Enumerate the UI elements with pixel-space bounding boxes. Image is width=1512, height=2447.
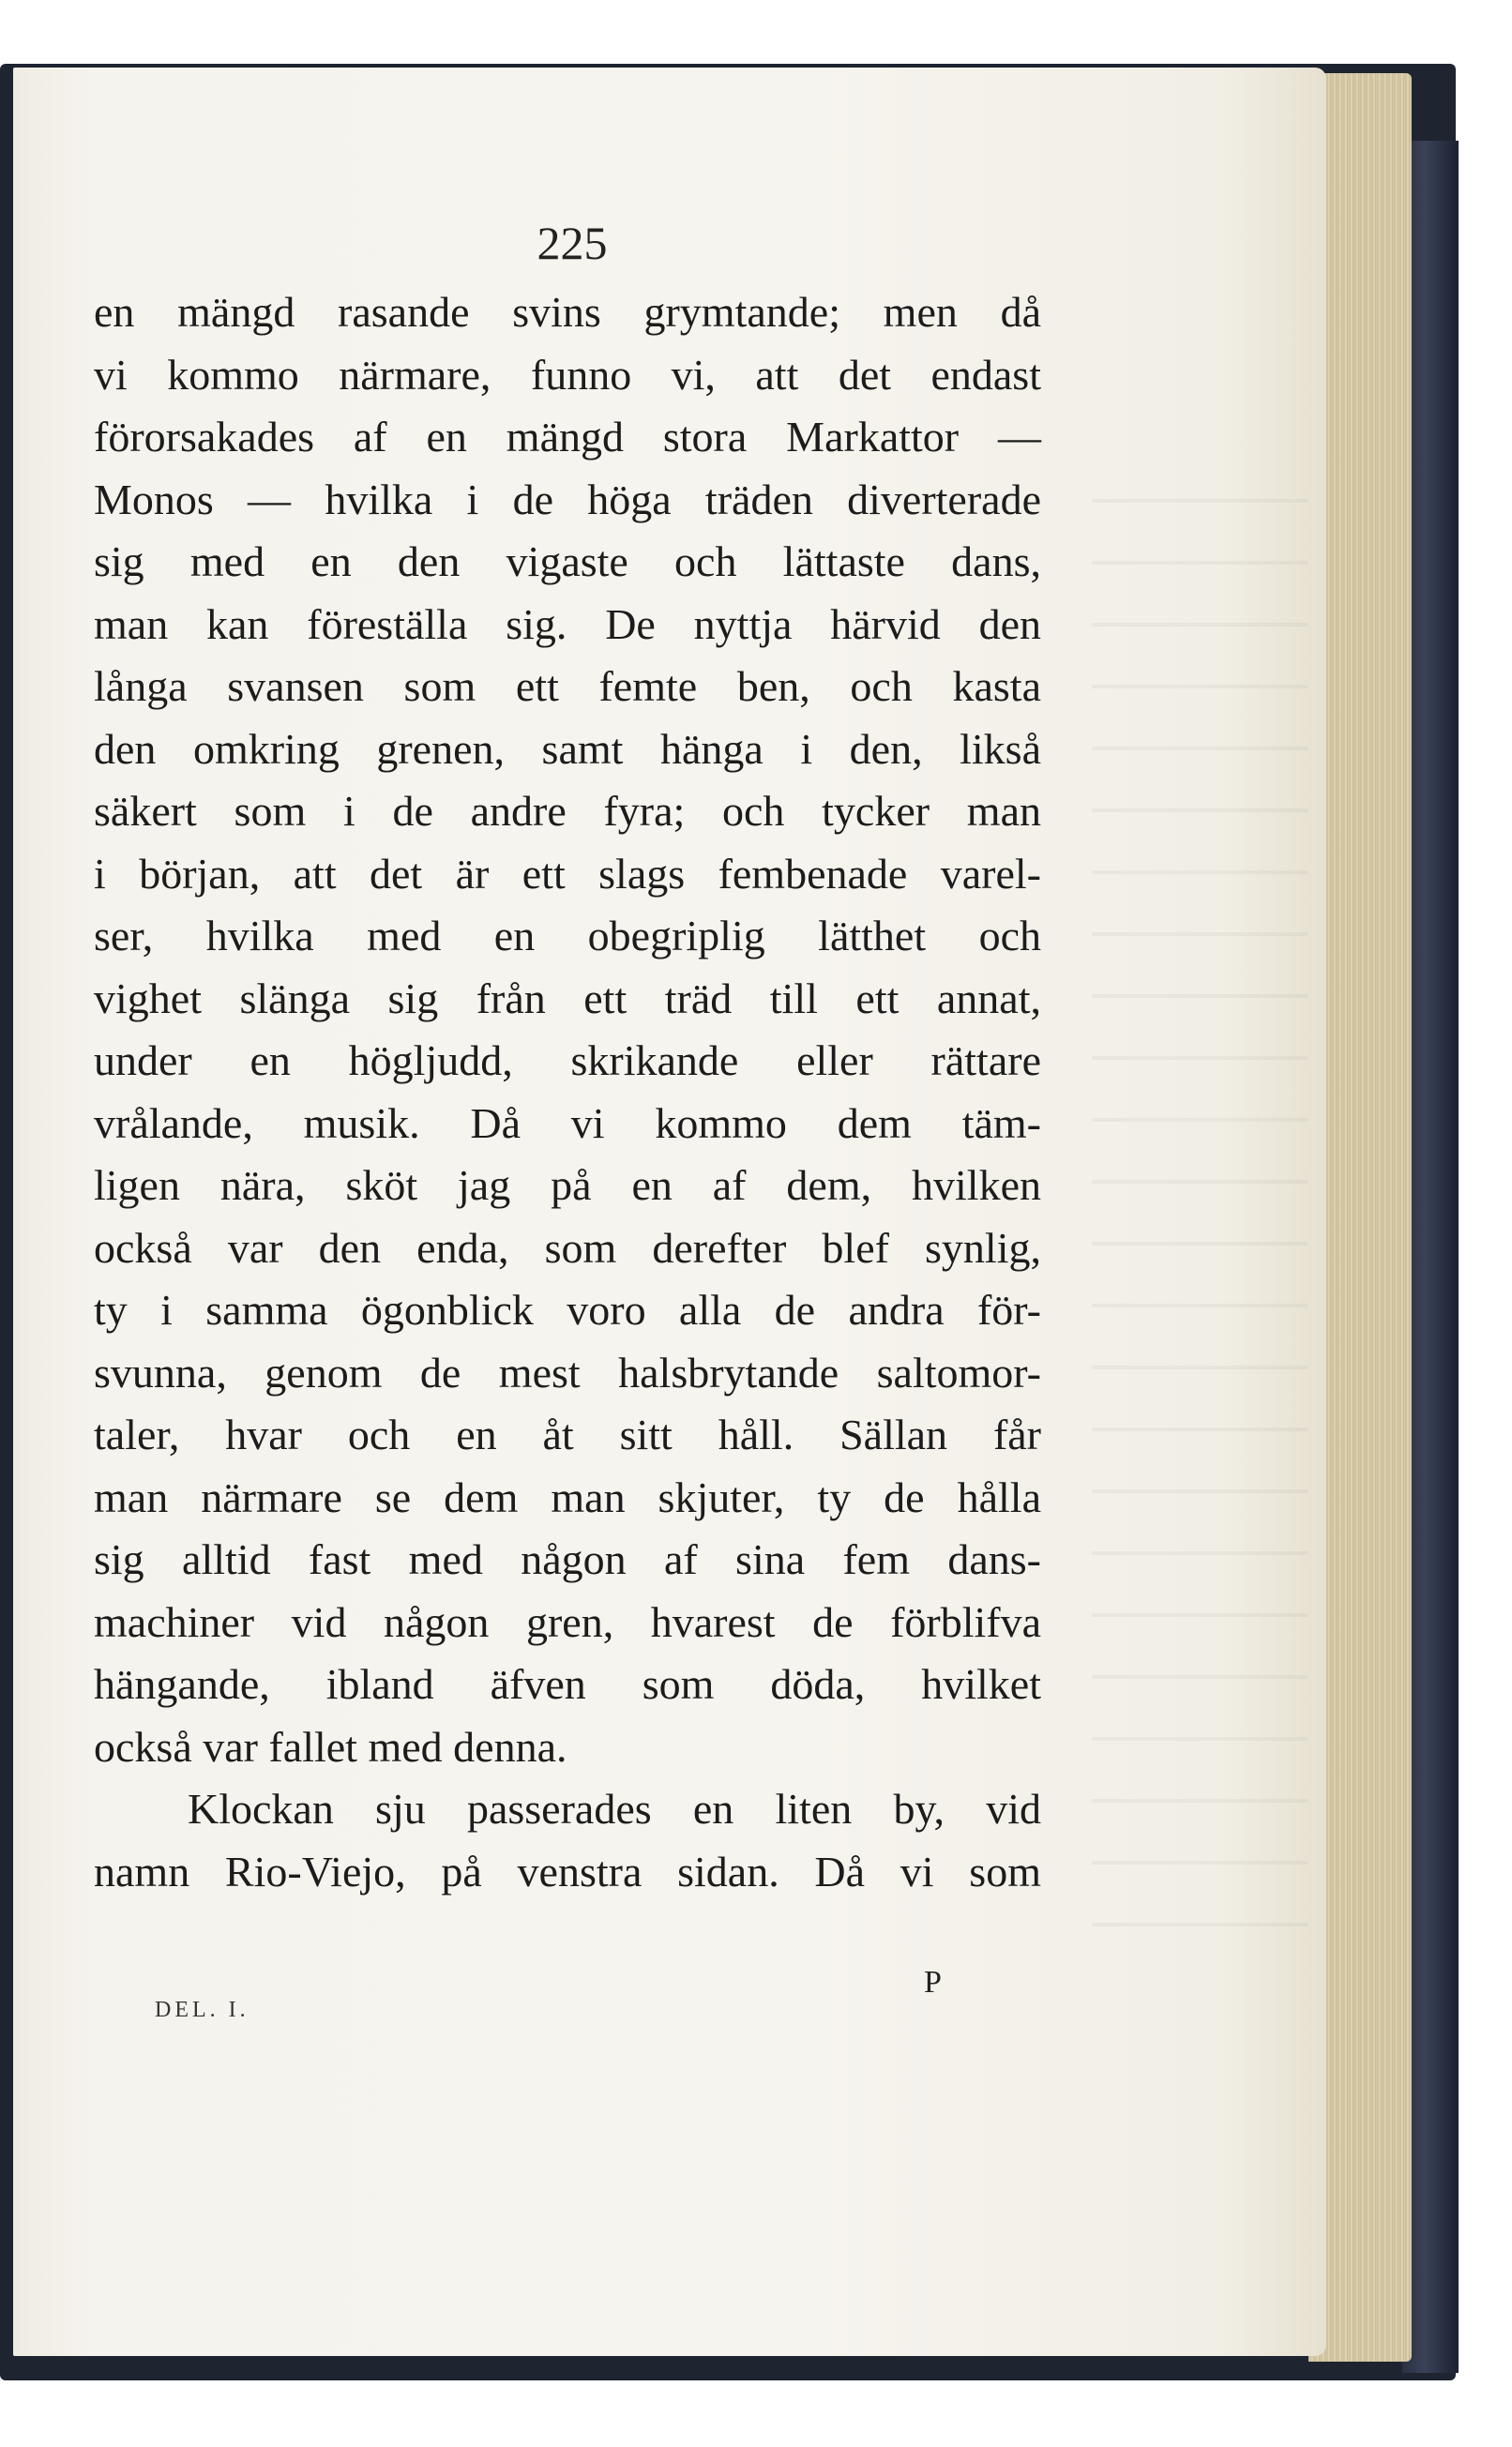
gathering-mark: P — [924, 1965, 942, 2000]
text-line: också var fallet med denna. — [94, 1722, 567, 1771]
text-line: den omkring grenen, samt hänga i den, likså — [94, 724, 1041, 773]
text-line: namn Rio-Viejo, på venstra sidan. Då vi som — [94, 1847, 1041, 1896]
text-line: Monos — hvilka i de höga träden diverterade — [94, 475, 1041, 523]
text-line: sig med en den vigaste och lättaste dans, — [94, 537, 1041, 585]
text-line: svunna, genom de mest halsbrytande saltomor- — [94, 1348, 1041, 1397]
text-line: ser, hvilka med en obegriplig lätthet och — [94, 912, 1041, 959]
text-line: vighet slänga sig från ett träd till ett annat, — [94, 974, 1041, 1022]
text-line: i början, att det är ett slags fembenade varel- — [94, 849, 1041, 898]
text-line: säkert som i de andre fyra; och tycker man — [94, 787, 1041, 835]
text-line: hängande, ibland äfven som döda, hvilket — [94, 1660, 1041, 1708]
signature-mark: DEL. I. — [155, 1998, 249, 2022]
text-line: ty i samma ögonblick voro alla de andra för- — [94, 1286, 1041, 1334]
text-line: långa svansen som ett femte ben, och kasta — [94, 662, 1041, 710]
text-line: machiner vid någon gren, hvarest de förblifva — [94, 1597, 1041, 1646]
text-line: ligen nära, sköt jag på en af dem, hvilken — [94, 1161, 1041, 1209]
text-line: vi kommo närmare, funno vi, att det endast — [94, 350, 1041, 399]
text-line: vrålande, musik. Då vi kommo dem täm- — [94, 1098, 1041, 1147]
text-line: man kan föreställa sig. De nyttja härvid den — [94, 599, 1041, 648]
text-line: Klockan sju passerades en liten by, vid — [188, 1785, 1041, 1833]
text-line: sig alltid fast med någon af sina fem dans- — [94, 1535, 1041, 1583]
text-line: en mängd rasande svins grymtande; men då — [94, 288, 1041, 336]
text-line: under en högljudd, skrikande eller rättare — [94, 1036, 1041, 1084]
body-text — [94, 281, 1041, 1903]
text-line: taler, hvar och en åt sitt håll. Sällan får — [94, 1411, 1041, 1458]
text-line: också var den enda, som derefter blef synlig, — [94, 1223, 1041, 1272]
text-line: man närmare se dem man skjuter, ty de hålla — [94, 1473, 1041, 1521]
page-number: 225 — [537, 217, 608, 269]
show-through-text — [1092, 461, 1308, 1962]
text-line: förorsakades af en mängd stora Markattor — — [94, 413, 1041, 461]
